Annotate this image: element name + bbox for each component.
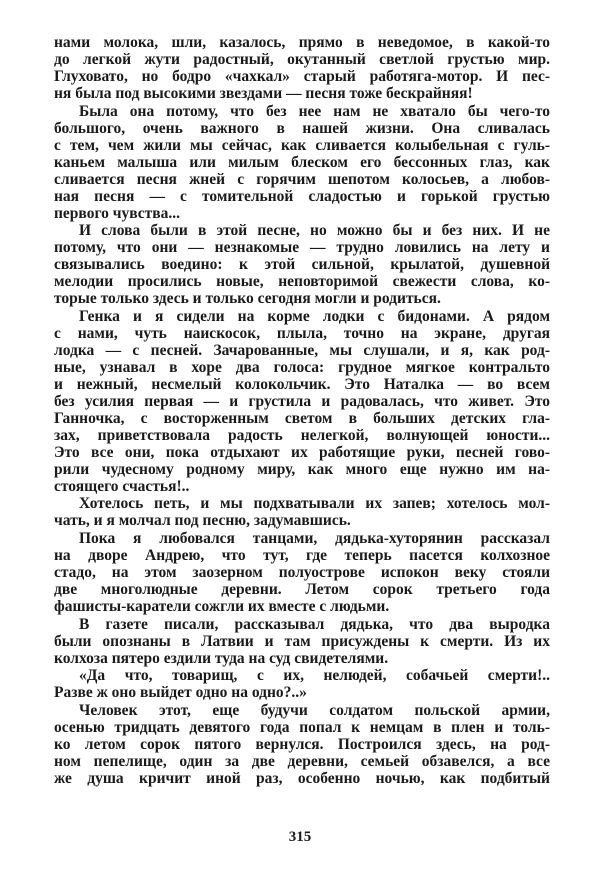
text-line: Генка и я сидели на корме лодки с бидонами. А рядом [79,307,550,325]
text-line: ная песня — с томительной сладостью и горькой грустью [54,187,550,205]
text-line: мелодии просились новые, неповторимой свежести слова, ко- [54,273,550,291]
text-line: каньем малыша или милым блеском его бессонных глаз, как [54,153,550,171]
paragraph [54,616,550,667]
text-line: Хотелось петь, и мы подхватывали их запев; хотелось мол- [79,495,550,513]
page-body-text [54,34,550,787]
paragraph [54,34,550,102]
text-line: лодка — с песней. Зачарованные, мы слушали, и я, как род- [54,341,550,359]
paragraph [54,103,550,222]
text-line: стоящего счастья!.. [54,477,190,495]
text-line: две многолюдные деревни. Летом сорок третьего года [54,580,550,598]
text-line: стадо, на этом заозерном полуострове испокон веку стояли [54,563,550,581]
text-line: потому, что они — незнакомые — трудно ловились на лету и [54,239,550,257]
text-line: ня была под высокими звездами — песня тоже бескрайняя! [54,85,473,102]
text-line: зах, приветствовала радость нелегкой, волнующей юности... [54,426,550,444]
text-line: фашисты-каратели сожгли их вместе с людьми. [54,597,390,615]
text-line: первого чувства... [54,204,181,222]
text-line: Ганночка, с восторженным светом в больших детских гла- [54,409,550,427]
text-line: Человек этот, еще будучи солдатом польской армии, [79,701,550,719]
paragraph [54,702,550,787]
text-line: ные, узнавал в хоре два голоса: грудное мягкое контральто [54,358,550,376]
text-line: Глуховато, но бодро «чахкал» старый работяга-мотор. И пес- [54,68,550,85]
text-line: ко летом сорок пятого вернулся. Построился здесь, на род- [54,735,550,753]
text-line: нами молока, шли, казалось, прямо в неведомое, в какой-то [54,34,550,51]
text-line: без усилия первая — и грустила и радовалась, что живет. Это [54,392,550,410]
paragraph [54,222,550,307]
text-line: сливается песня жней с горячим шепотом колосьев, а любов- [54,170,550,188]
text-line: В газете писали, рассказывал дядька, что два выродка [79,615,550,633]
text-line: были опознаны в Латвии и там присуждены к смерти. Из их [54,632,550,650]
paragraph [54,308,550,495]
text-line: осенью тридцать девятого года попал к немцам в плен и толь- [54,718,550,736]
text-line: И слова были в этой песне, но можно бы и без них. И не [79,222,550,240]
text-line: Пока я любовался танцами, дядька-хуторянин рассказал [79,529,550,547]
text-line: с тем, чем жили мы сейчас, как сливается колыбельная с гуль- [54,136,550,154]
paragraph [54,667,550,701]
text-line: рили чудесному родному миру, как много еще нужно им на- [54,460,550,478]
text-line: связывались воедино: к этой сильной, крылатой, душевной [54,256,550,274]
text-line: колхоза пятеро ездили туда на суд свидетелями. [54,649,389,667]
text-line: торые только здесь и только сегодня могли и родиться. [54,290,441,308]
text-line: на дворе Андрею, что тут, где теперь пасется колхозное [54,546,550,564]
paragraph [54,530,550,615]
page-number: 315 [288,829,312,845]
text-line: же душа кричит иной раз, особенно ночью, как подбитый [54,769,550,787]
text-line: большого, очень важного в нашей жизни. Она сливалась [54,119,550,137]
text-line: «Да что, товарищ, с их, нелюдей, собачьей смерти!.. [79,667,550,685]
text-line: Разве ж оно выйдет одно на одно?..» [54,684,307,702]
text-line: до легкой жути радостный, окутанный светлой грустью мир. [54,51,550,68]
text-line: с нами, чуть наискосок, плыла, точно на экране, другая [54,324,550,342]
text-line: чать, и я молчал под песню, задумавшись. [54,512,351,530]
text-line: Была она потому, что без нее нам не хватало бы чего-то [79,102,550,120]
paragraph [54,495,550,529]
text-line: Это все они, пока отдыхают их работящие руки, песней гово- [54,443,550,461]
text-line: и нежный, несмелый колокольчик. Это Наталка — во всем [54,375,550,393]
text-line: ном пепелище, один за две деревни, семьей обзавелся, а все [54,752,550,770]
